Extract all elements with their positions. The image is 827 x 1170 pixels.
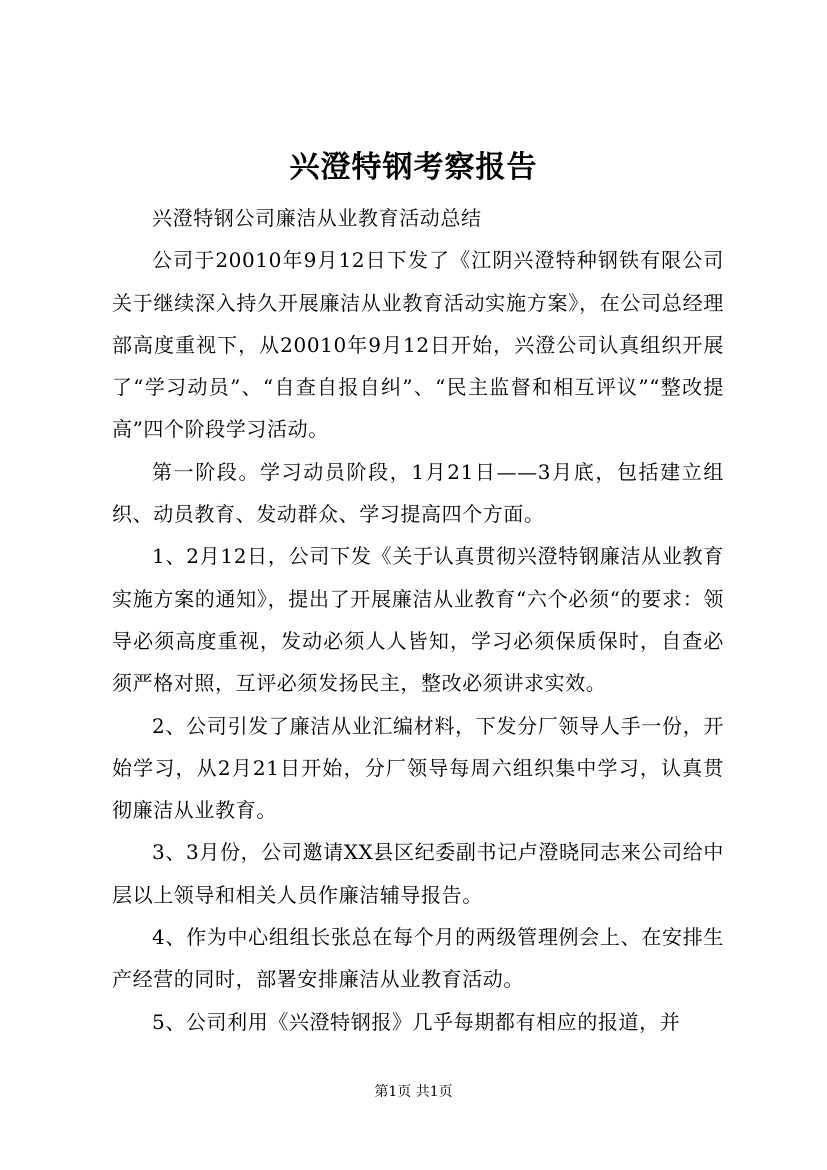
- paragraph: 2、公司引发了廉洁从业汇编材料，下发分厂领导人手一份，开始学习，从2月21日开始，分厂领导每周六组织集中学习，认真贯彻廉洁从业教育。: [112, 713, 724, 823]
- paragraph: 5、公司利用《兴澄特钢报》几乎每期都有相应的报道，并: [152, 1009, 681, 1034]
- paragraph: 1、2月12日，公司下发《关于认真贯彻兴澄特钢廉洁从业教育实施方案的通知》，提出了开展廉洁从业教育“六个必须“的要求：领导必须高度重视，发动必须人人皆知，学习必须保质保时，自查必须严格对照，互评必须发扬民主，整改必须讲求实效。: [112, 544, 724, 696]
- page-footer: 第1页 共1页: [374, 1084, 453, 1100]
- paragraph: 3、3月份，公司邀请XX县区纪委副书记卢澄晓同志来公司给中层以上领导和相关人员作廉洁辅导报告。: [112, 840, 724, 907]
- document-title: 兴澄特钢考察报告: [289, 150, 538, 185]
- paragraph: 第一阶段。学习动员阶段，1月21日——3月底，包括建立组织、动员教育、发动群众、学习提高四个方面。: [112, 459, 724, 527]
- paragraph: 公司于20010年9月12日下发了《江阴兴澄特种钢铁有限公司关于继续深入持久开展廉洁从业教育活动实施方案》，在公司总经理部高度重视下，从20010年9月12日开始，兴澄公司认真组织开展了“学习动员”、“自查自报自纠”、“民主监督和相互评议”“整改提高”四个阶段学习活动。: [112, 248, 724, 442]
- document-body: [112, 197, 724, 1043]
- paragraph: 4、作为中心组组长张总在每个月的两级管理例会上、在安排生产经营的同时，部署安排廉洁从业教育活动。: [112, 925, 724, 992]
- paragraph-subtitle: 兴澄特钢公司廉洁从业教育活动总结: [152, 206, 482, 230]
